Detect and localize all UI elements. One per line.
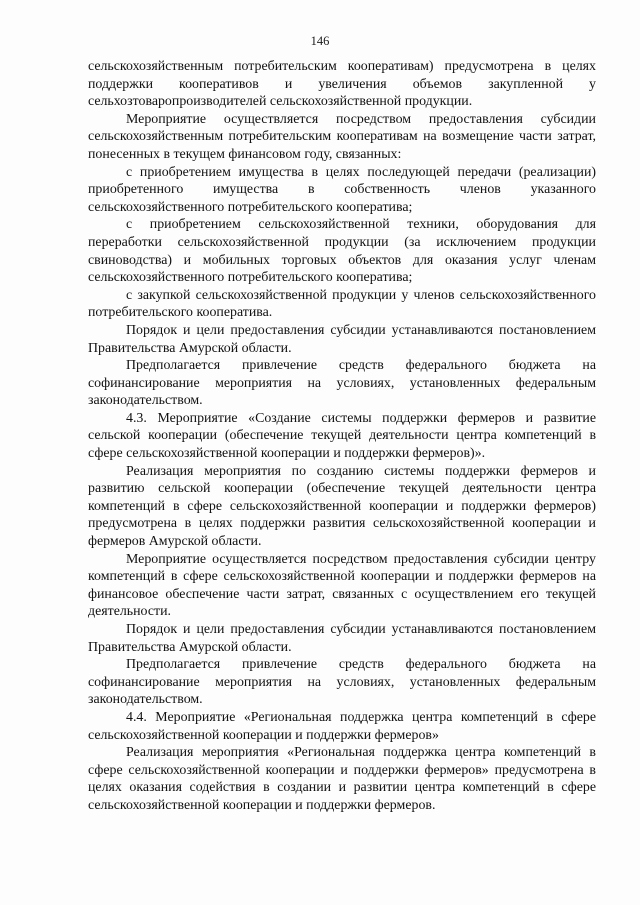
paragraph-procedure: Порядок и цели предоставления субсидии устанавливаются постановлением Правительства Амурской области. [88, 622, 596, 655]
paragraph-item-purchase: с закупкой сельскохозяйственной продукции у членов сельскохозяйственного потребительского кооператива. [88, 287, 596, 321]
paragraph-federal-budget: Предполагается привлечение средств федерального бюджета на софинансирование мероприятия на условиях, установленных федеральным законодательством. [88, 358, 596, 409]
paragraph-subsidy-center: Мероприятие осуществляется посредством предоставления субсидии центру компетенций в сфере сельскохозяйственной кооперации и поддержки фермеров на финансовое обеспечение части затрат, связанных с осуществлением его текущей деятельности. [88, 551, 596, 620]
paragraph-federal-budget: Предполагается привлечение средств федерального бюджета на софинансирование мероприятия на условиях, установленных федеральным законодательством. [88, 657, 596, 708]
paragraph-item-property: с приобретением имущества в целях последующей передачи (реализации) приобретенного имущества в собственность членов указанного сельскохозяйственного потребительского кооператива; [88, 164, 596, 215]
paragraph-implementation-4-4: Реализация мероприятия «Региональная поддержка центра компетенций в сфере сельскохозяйственной кооперации и поддержки фермеров» предусмотрена в целях оказания содействия в создании и развитии центра компетенций в сфере сельскохозяйственной кооперации и поддержки фермеров. [88, 745, 596, 813]
paragraph-procedure: Порядок и цели предоставления субсидии устанавливаются постановлением Правительства Амурской области. [88, 322, 596, 356]
paragraph-continuation: сельскохозяйственным потребительским кооперативам) предусмотрена в целях поддержки кооперативов и увеличения объемов закупленной у сельхозтоваропроизводителей сельскохозяйственной продукции. [88, 59, 596, 110]
section-heading-4-4: 4.4. Мероприятие «Региональная поддержка центра компетенций в сфере сельскохозяйственной кооперации и поддержки фермеров» [88, 709, 596, 743]
paragraph-item-equipment: с приобретением сельскохозяйственной техники, оборудования для переработки сельскохозяйственной продукции (за исключением продукции свиноводства) и мобильных торговых объектов для оказания услуг членам сельскохозяйственного потребительского кооператива; [88, 217, 596, 286]
paragraph-implementation-4-3: Реализация мероприятия по созданию системы поддержки фермеров и развитию сельской кооперации (обеспечение текущей деятельности центра компетенций в сфере сельскохозяйственной кооперации и поддержки фермеров) предусмотрена в целях поддержки развития сельскохозяйственной кооперации и фермеров Амурской области. [88, 463, 596, 550]
paragraph-subsidy-mechanism: Мероприятие осуществляется посредством предоставления субсидии сельскохозяйственным потребительским кооперативам на возмещение части затрат, понесенных в текущем финансовом году, связанных: [88, 111, 596, 162]
section-heading-4-3: 4.3. Мероприятие «Создание системы поддержки фермеров и развитие сельской кооперации (обеспечение текущей деятельности центра компетенций в сфере сельскохозяйственной кооперации и поддержки фермеров)». [88, 410, 596, 462]
document-body [88, 58, 596, 815]
page-number: 146 [310, 34, 330, 48]
